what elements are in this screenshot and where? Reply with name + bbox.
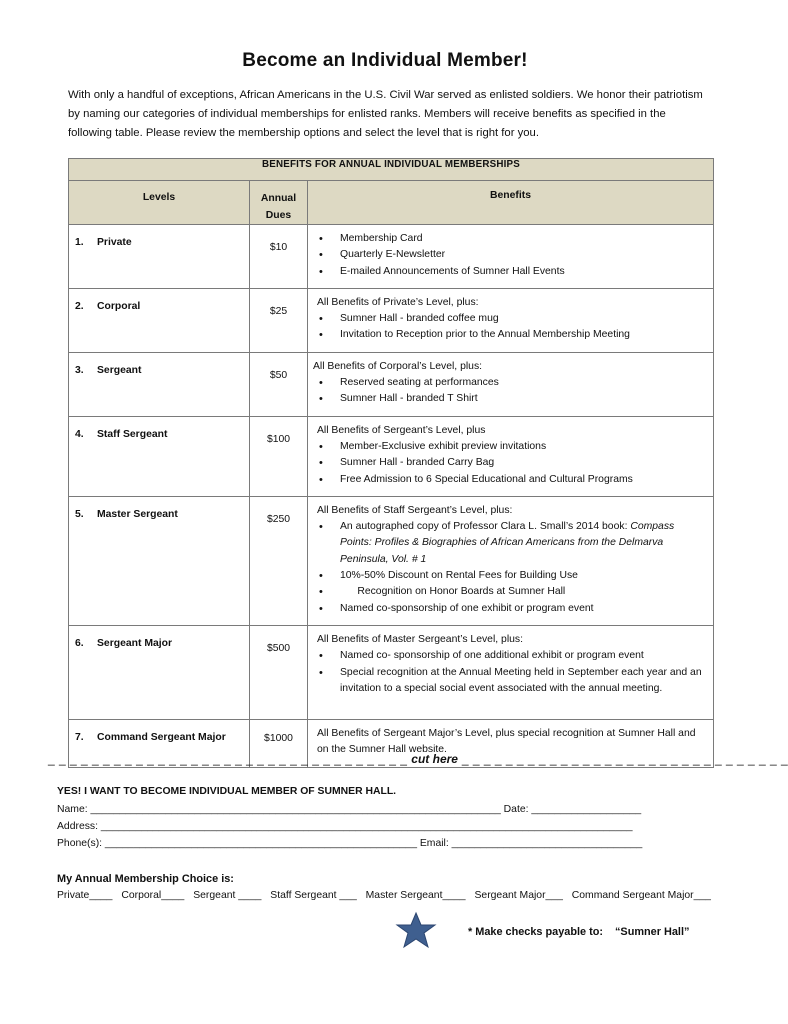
- benefit-item: • Sumner Hall - branded Carry Bag: [317, 455, 707, 471]
- benefit-item: • Special recognition at the Annual Meeting held in September each year and an invitation to a special social event associated with the annual meeting.: [317, 665, 707, 698]
- level-number: 1.: [75, 237, 84, 248]
- benefit-item: • Named co-sponsorship of one exhibit or program event: [317, 601, 707, 617]
- form-heading: YES! I WANT TO BECOME INDIVIDUAL MEMBER OF SUMNER HALL.: [57, 786, 397, 797]
- benefit-item: • Reserved seating at performances: [317, 375, 707, 391]
- level-dues: $10: [250, 225, 308, 289]
- benefit-item: • 10%-50% Discount on Rental Fees for Building Use: [317, 568, 707, 584]
- level-name: Staff Sergeant: [97, 428, 168, 440]
- table-row: [69, 416, 714, 496]
- column-header-levels: Levels: [69, 181, 250, 225]
- table-heading: BENEFITS FOR ANNUAL INDIVIDUAL MEMBERSHIPS: [69, 159, 714, 181]
- checks-payable-note: [468, 926, 689, 938]
- level-name: Sergeant: [97, 364, 142, 376]
- column-header-dues: Annual Dues: [250, 181, 308, 225]
- membership-form: [57, 786, 697, 852]
- benefit-item: • Member-Exclusive exhibit preview invitations: [317, 439, 707, 455]
- level-dues: $25: [250, 288, 308, 352]
- table-row: [69, 496, 714, 625]
- benefit-intro: All Benefits of Corporal’s Level, plus:: [313, 360, 483, 372]
- membership-choice-title: My Annual Membership Choice is:: [57, 873, 234, 885]
- cut-here-label: cut here: [411, 752, 458, 766]
- membership-choice-options: [57, 890, 717, 901]
- level-number: 4.: [75, 428, 84, 440]
- level-number: 7.: [75, 731, 84, 743]
- benefit-item: • Membership Card: [317, 231, 707, 247]
- benefit-item: • Quarterly E-Newsletter: [317, 247, 707, 263]
- table-row: [69, 625, 714, 719]
- benefit-intro: All Benefits of Master Sergeant’s Level, plus:: [317, 633, 523, 645]
- level-benefits: [308, 496, 714, 625]
- phone-email-field[interactable]: Phone(s): ______________________________________________________ Email: _________________________________: [57, 838, 643, 849]
- level-benefits: [308, 352, 714, 416]
- level-dues: $250: [250, 496, 308, 625]
- benefit-item: [317, 519, 707, 568]
- level-benefits: [308, 625, 714, 719]
- level-number: 3.: [75, 364, 84, 376]
- choice-private[interactable]: Private____: [57, 890, 113, 901]
- choice-staff-sergeant[interactable]: Staff Sergeant ___: [270, 890, 357, 901]
- level-name: Master Sergeant: [97, 508, 178, 520]
- benefit-item: • Free Admission to 6 Special Educational and Cultural Programs: [317, 472, 707, 488]
- choice-sergeant-major[interactable]: Sergeant Major___: [474, 890, 563, 901]
- checks-label: * Make checks payable to:: [468, 926, 603, 938]
- level-dues: $1000: [250, 719, 308, 767]
- cut-dashes-right: _ _ _ _ _ _ _ _ _ _ _ _ _ _ _ _ _ _ _ _ _ _ _ _ _ _ _ _ _ _: [461, 752, 788, 766]
- level-name: Private: [97, 237, 132, 248]
- table-row: [69, 225, 714, 289]
- level-dues: $50: [250, 352, 308, 416]
- level-name: Sergeant Major: [97, 637, 173, 649]
- level-name: Command Sergeant Major: [97, 731, 226, 743]
- benefit-item: • Sumner Hall - branded T Shirt: [317, 391, 707, 407]
- benefit-intro: All Benefits of Sergeant’s Level, plus: [317, 424, 486, 436]
- intro-paragraph: With only a handful of exceptions, African Americans in the U.S. Civil War served as enlisted soldiers. We honor their patriotism by naming our categories of individual memberships for enlisted ranks. Members will receive benefits as specified in the following table. Please review the membership options and select the level that is right for you.: [68, 89, 703, 139]
- address-field[interactable]: Address: ____________________________________________________________________________________________: [57, 821, 633, 832]
- level-number: 5.: [75, 508, 84, 520]
- level-number: 2.: [75, 300, 84, 312]
- benefit-item: • Invitation to Reception prior to the Annual Membership Meeting: [317, 327, 707, 343]
- choice-corporal[interactable]: Corporal____: [121, 890, 185, 901]
- choice-sergeant[interactable]: Sergeant ____: [193, 890, 262, 901]
- column-header-benefits: Benefits: [308, 181, 714, 225]
- cut-dashes-left: _ _ _ _ _ _ _ _ _ _ _ _ _ _ _ _ _ _ _ _ _ _ _ _ _ _ _ _ _ _ _ _ _: [48, 752, 408, 766]
- page-title: Become an Individual Member!: [242, 50, 528, 71]
- table-row: [69, 352, 714, 416]
- level-dues: $500: [250, 625, 308, 719]
- name-date-field[interactable]: Name: _______________________________________________________________________ Date: ___________________: [57, 804, 642, 815]
- benefits-table: [68, 158, 714, 768]
- book-title: Compass Points: Profiles & Biographies of African Americans from the Delmarva Peninsula, Vol. # 1: [340, 521, 675, 565]
- level-name: Corporal: [97, 300, 141, 312]
- level-dues: $100: [250, 416, 308, 496]
- benefit-item: • Recognition on Honor Boards at Sumner Hall: [317, 584, 707, 600]
- level-number: 6.: [75, 637, 84, 649]
- benefit-item: • E-mailed Announcements of Sumner Hall Events: [317, 264, 707, 280]
- choice-master-sergeant[interactable]: Master Sergeant____: [365, 890, 466, 901]
- level-benefits: [308, 225, 714, 289]
- cut-line: [48, 752, 788, 766]
- level-benefits: [308, 416, 714, 496]
- table-row: [69, 288, 714, 352]
- level-benefits: [308, 288, 714, 352]
- benefit-text: An autographed copy of Professor Clara L. Small’s 2014 book:: [340, 521, 631, 533]
- benefit-item: • Sumner Hall - branded coffee mug: [317, 311, 707, 327]
- choice-command-sergeant-major[interactable]: Command Sergeant Major___: [571, 890, 711, 901]
- star-icon: [396, 912, 436, 948]
- benefit-intro: All Benefits of Staff Sergeant’s Level, plus:: [317, 504, 513, 516]
- checks-payee: “Sumner Hall”: [614, 926, 690, 938]
- benefit-intro: All Benefits of Sergeant Major’s Level, plus special recognition at Sumner Hall and on the Sumner Hall website.: [317, 727, 696, 756]
- benefit-intro: All Benefits of Private’s Level, plus:: [317, 296, 479, 308]
- benefit-item: • Named co- sponsorship of one additional exhibit or program event: [317, 648, 707, 664]
